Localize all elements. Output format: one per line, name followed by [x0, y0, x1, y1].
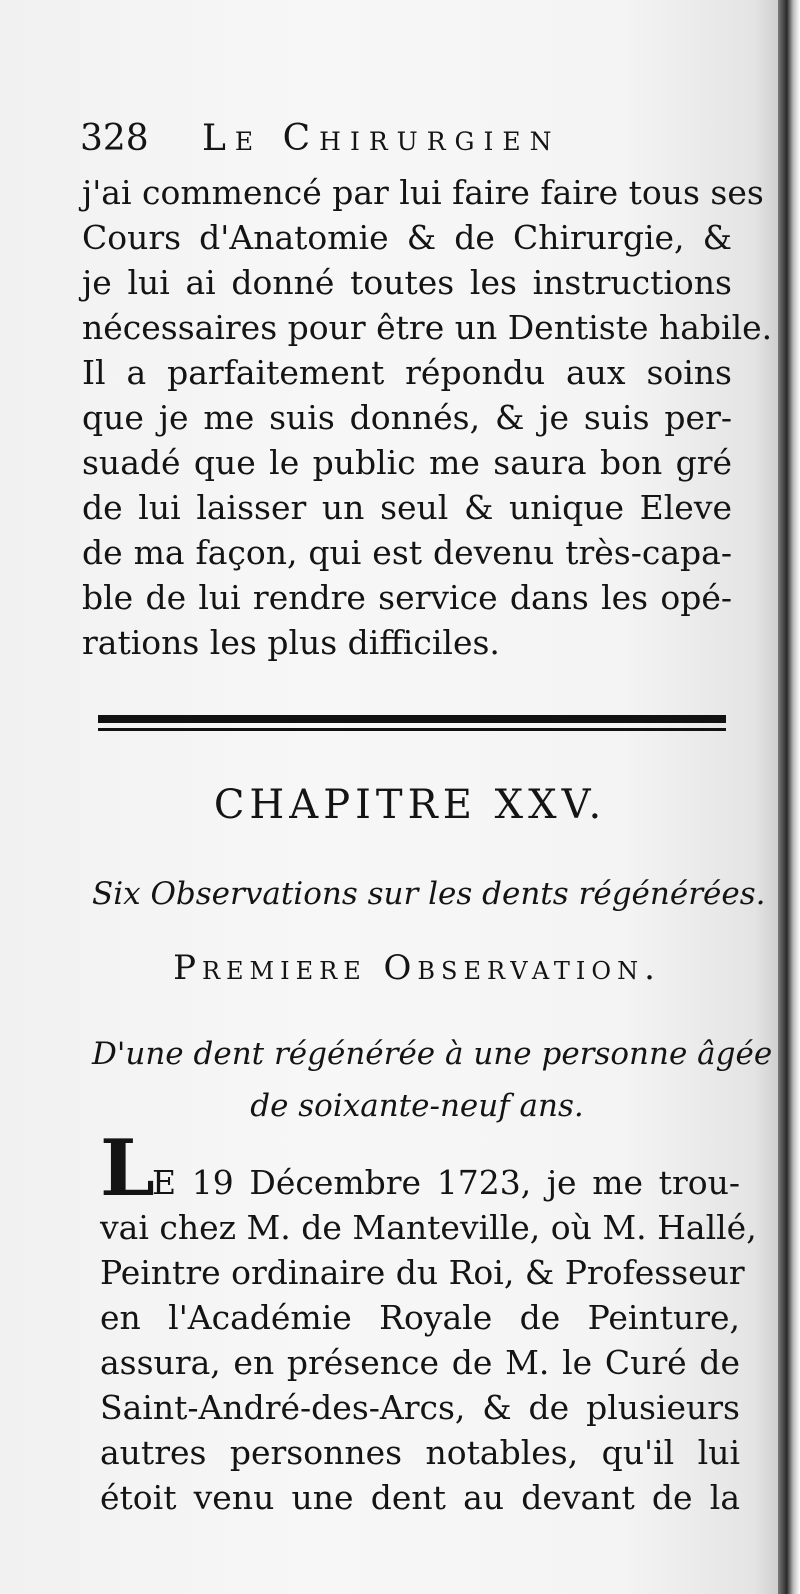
text-line: en l'Académie Royale de Peinture, — [100, 1298, 740, 1337]
chapter-subtitle: Six Observations sur les dents régénérées. — [92, 876, 766, 912]
text-line: j'ai commencé par lui faire faire tous ses — [82, 173, 764, 212]
text-line: assura, en présence de M. le Curé de — [100, 1343, 740, 1382]
chapter-title: CHAPITRE XXV. — [213, 782, 607, 828]
text-line: ble de lui rendre service dans les opé- — [82, 578, 732, 617]
observation-subheading — [92, 1028, 773, 1132]
observation-heading: Premiere Observation. — [173, 948, 661, 988]
page-number: 328 — [80, 118, 149, 159]
text-line: Cours d'Anatomie & de Chirurgie, & — [82, 218, 732, 257]
text-line: suadé que le public me saura bon gré — [82, 443, 732, 482]
text-line: que je me suis donnés, & je suis per- — [82, 398, 732, 437]
drop-cap: L — [100, 1123, 155, 1214]
text-line: E 19 Décembre 1723, je me trou- — [152, 1163, 740, 1202]
paragraph-1 — [82, 170, 773, 665]
text-line: Peintre ordinaire du Roi, & Professeur — [100, 1253, 745, 1292]
running-head — [80, 118, 730, 168]
text-line: Saint-André-des-Arcs, & de plusieurs — [100, 1388, 740, 1427]
chapter-divider-thick — [98, 715, 726, 723]
text-line: autres personnes notables, qu'il lui — [100, 1433, 740, 1472]
text-line: nécessaires pour être un Dentiste habile. — [82, 308, 773, 347]
text-line: vai chez M. de Manteville, où M. Hallé, — [100, 1208, 757, 1247]
text-line: Il a parfaitement répondu aux soins — [82, 353, 732, 392]
text-line: de ma façon, qui est devenu très-capa- — [82, 533, 732, 572]
page-edge-shadow — [778, 0, 800, 1594]
text-line: rations les plus difficiles. — [82, 623, 500, 662]
paragraph-2 — [100, 1160, 757, 1520]
text-line: étoit venu une dent au devant de la — [100, 1478, 740, 1517]
observation-subheading-line: D'une dent régénérée à une personne âgée — [92, 1036, 773, 1072]
observation-subheading-line: de soixante-neuf ans. — [250, 1088, 584, 1124]
text-line: de lui laisser un seul & unique Eleve — [82, 488, 732, 527]
running-title: Le Chirurgien — [202, 118, 561, 159]
chapter-divider-thin — [98, 728, 726, 731]
text-line: je lui ai donné toutes les instructions — [82, 263, 732, 302]
